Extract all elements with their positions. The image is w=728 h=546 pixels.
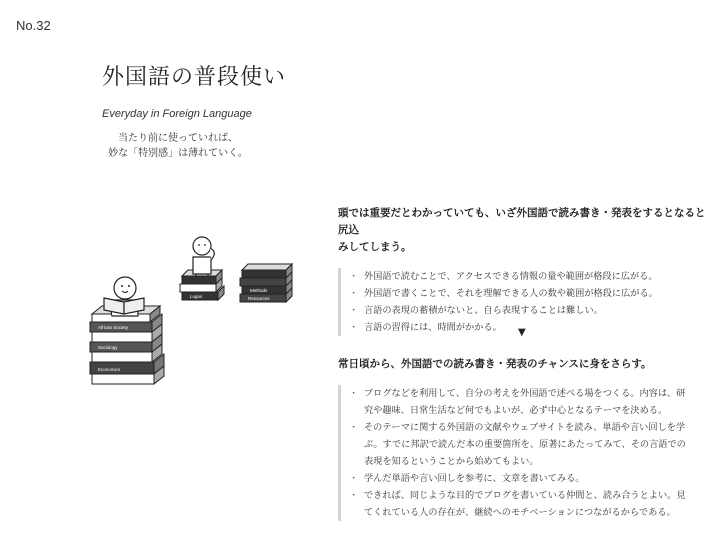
list-item-line: ・ そのテーマに関する外国語の文献やウェブサイトを読み、単語や言い回しを学 bbox=[364, 422, 686, 433]
list-item: ・ 外国語で書くことで、それを理解できる人の数や範囲が格段に広がる。 bbox=[353, 285, 712, 302]
list-item: ・ 言語の表現の蓄積がないと、自ら表現することは難しい。 bbox=[353, 302, 712, 319]
sitting-reader-figure bbox=[104, 277, 144, 316]
section-heading bbox=[338, 356, 712, 373]
page-subtitle: Everyday in Foreign Language bbox=[102, 108, 252, 120]
list-item-line: ・ できれば、同じような目的でブログを書いている仲間と、読み合うとよい。見 bbox=[364, 490, 686, 501]
page-number: No.32 bbox=[16, 18, 51, 33]
list-item-line: てくれている人の存在が、継続へのモチベーションにつながるからである。 bbox=[364, 507, 676, 518]
list-item bbox=[353, 385, 712, 419]
standing-thinker-figure bbox=[193, 237, 214, 276]
list-item-line: 表現を知るということから始めてもよい。 bbox=[364, 456, 539, 467]
lead-text bbox=[92, 131, 264, 161]
book-label: Methods bbox=[250, 288, 268, 293]
down-arrow-icon: ▼ bbox=[518, 327, 526, 338]
list-item-line: ・ 学んだ単語や言い回しを参考に、文章を書いてみる。 bbox=[364, 473, 585, 484]
reading-people-illustration bbox=[80, 232, 300, 402]
list-item: ・ 外国語で読むことで、アクセスできる情報の量や範囲が格段に広がる。 bbox=[353, 268, 712, 285]
book-label: Sociology bbox=[98, 345, 118, 350]
bullet-list bbox=[338, 268, 712, 336]
book-label: African Society bbox=[98, 325, 129, 330]
section-heading bbox=[338, 205, 712, 256]
section-solution bbox=[338, 356, 712, 521]
list-item bbox=[353, 487, 712, 521]
book-label: Logos bbox=[190, 294, 203, 299]
book-label: Economics bbox=[98, 367, 121, 372]
book-label: Resources bbox=[248, 296, 270, 301]
page-title: 外国語の普段使い bbox=[102, 65, 287, 90]
list-item-line: 究や趣味、日常生活など何でもよいが、必ず中心となるテーマを決める。 bbox=[364, 405, 668, 416]
list-item-line: ぶ。すでに邦訳で読んだ本の重要箇所を、原著にあたってみて、その言語での bbox=[364, 439, 686, 450]
list-item bbox=[353, 419, 712, 470]
bullet-list bbox=[338, 385, 712, 521]
section-problem bbox=[338, 205, 712, 336]
list-item: ・ 言語の習得には、時間がかかる。 bbox=[353, 319, 712, 336]
list-item bbox=[353, 470, 712, 487]
lead-line: 妙な「特別感」は薄れていく。 bbox=[108, 148, 248, 159]
heading-line: みしてしまう。 bbox=[338, 241, 412, 253]
list-item-line: ・ ブログなどを利用して、自分の考えを外国語で述べる場をつくる。内容は、研 bbox=[364, 388, 686, 399]
heading-line: 頭では重要だとわかっていても、いざ外国語で読み書き・発表をするとなると尻込 bbox=[338, 207, 706, 236]
heading-line: 常日頃から、外国語での読み書き・発表のチャンスに身をさらす。 bbox=[338, 358, 652, 370]
lead-line: 当たり前に使っていれば、 bbox=[118, 133, 238, 144]
